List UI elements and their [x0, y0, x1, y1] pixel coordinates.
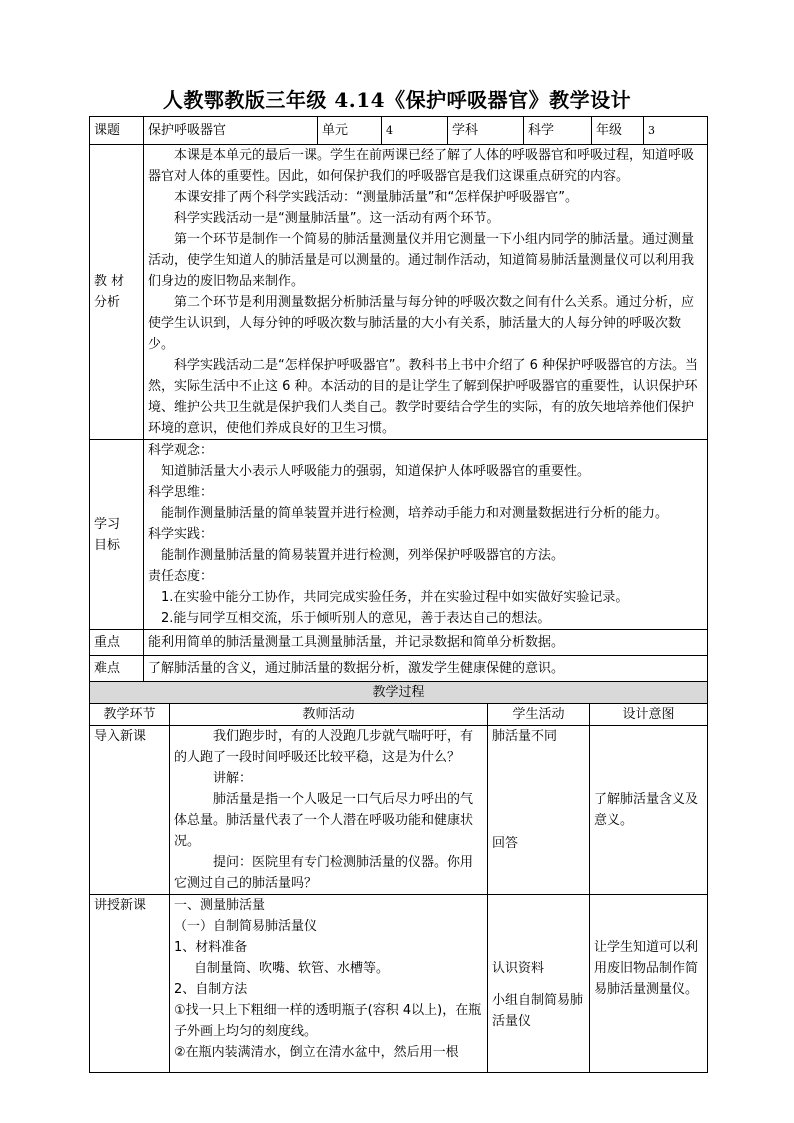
- new-student: 认识资料 小组自制简易肺活量仪: [488, 895, 590, 1073]
- difficulty-text: 了解肺活量的含义，通过肺活量的数据分析，激发学生健康保健的意识。: [144, 656, 708, 682]
- material-paragraph: 本课安排了两个科学实践活动：“测量肺活量”和“怎样保护呼吸器官”。: [174, 190, 578, 205]
- process-columns-row: [90, 704, 708, 726]
- new-stage: 讲授新课: [90, 895, 170, 1073]
- material-label: 教 材 分析: [90, 145, 144, 440]
- subject-value: 科学: [524, 117, 592, 145]
- thinking-heading: 科学思维：: [148, 485, 214, 500]
- goals-content: [144, 440, 708, 630]
- material-content: [144, 145, 708, 440]
- col-teacher: 教师活动: [170, 704, 488, 726]
- material-paragraph: 科学实践活动一是“测量肺活量”。这一活动有两个环节。: [174, 211, 500, 226]
- material-paragraph: 本课是本单元的最后一课。学生在前两课已经了解了人体的呼吸器官和呼吸过程，知道呼吸器官对人体的重要性。因此，如何保护我们的呼吸器官是我们这课重点研究的内容。: [148, 148, 695, 184]
- practice-heading: 科学实践：: [148, 527, 214, 542]
- unit-value: 4: [382, 117, 448, 145]
- material-paragraph: 第一个环节是制作一个简易的肺活量测量仪并用它测量一下小组内同学的肺活量。通过测量活动，使学生知道人的肺活量是可以测量的。通过制作活动，知道简易肺活量测量仪可以利用我们身边的废旧物品来制作。: [148, 232, 695, 289]
- intro-row: [90, 726, 708, 895]
- subject-label: 学科: [448, 117, 524, 145]
- grade-label: 年级: [592, 117, 644, 145]
- thinking-text: 能制作测量肺活量的简单装置并进行检测，培养动手能力和对测量数据进行分析的能力。: [161, 506, 669, 521]
- attitude-item: 1.在实验中能分工协作，共同完成实验任务，并在实验过程中如实做好实验记录。: [161, 590, 629, 605]
- col-intent: 设计意图: [590, 704, 708, 726]
- attitude-heading: 责任态度：: [148, 569, 214, 584]
- attitude-item: 2.能与同学互相交流，乐于倾听别人的意见，善于表达自己的想法。: [161, 611, 551, 626]
- key-row: [90, 630, 708, 656]
- material-paragraph: 科学实践活动二是“怎样保护呼吸器官”。教科书上书中介绍了 6 种保护呼吸器官的方法。当然，实际生活中不止这 6 种。本活动的目的是让学生了解到保护呼吸器官的重要性，认识保护环境、维护公共卫生就是保护我们人类自己。教学时要结合学生的实际，有的放矢地培养他们保护环境的意识，使他们养成良好的卫生习惯。: [148, 358, 699, 436]
- grade-value: 3: [644, 117, 708, 145]
- goals-label: 学习 目标: [90, 440, 144, 630]
- info-table: [89, 116, 708, 682]
- difficulty-row: [90, 656, 708, 682]
- concept-heading: 科学观念：: [148, 443, 214, 458]
- practice-text: 能制作测量肺活量的简易装置并进行检测，列举保护呼吸器官的方法。: [161, 548, 565, 563]
- intro-teacher: 我们跑步时，有的人没跑几步就气喘吁吁，有的人跑了一段时间呼吸还比较平稳，这是为什么？ 讲解： 肺活量是指一个人吸足一口气后尽力呼出的气体总量。肺活量代表了一个人潜在呼吸功能和健康状况。 提问：医院里有专门检测肺活量的仪器。你用它测过自己的肺活量吗？: [170, 726, 488, 895]
- intro-intent: 了解肺活量含义及意义。: [590, 726, 708, 895]
- topic-label: 课题: [90, 117, 144, 145]
- col-stage: 教学环节: [90, 704, 170, 726]
- info-row: [90, 117, 708, 145]
- col-student: 学生活动: [488, 704, 590, 726]
- goals-row: [90, 440, 708, 630]
- new-lesson-row: [90, 895, 708, 1073]
- page-title: 人教鄂教版三年级 4.14《保护呼吸器官》教学设计: [162, 88, 632, 112]
- key-label: 重点: [90, 630, 144, 656]
- intro-student: 肺活量不同 回答: [488, 726, 590, 895]
- new-intent: 让学生知道可以利用废旧物品制作简易肺活量测量仪。: [590, 895, 708, 1073]
- difficulty-label: 难点: [90, 656, 144, 682]
- process-header-row: [90, 682, 708, 704]
- process-header: 教学过程: [90, 682, 708, 704]
- concept-text: 知道肺活量大小表示人呼吸能力的强弱，知道保护人体呼吸器官的重要性。: [161, 464, 591, 479]
- new-teacher: 一、测量肺活量 （一）自制简易肺活量仪 1、材料准备 自制量筒、吹嘴、软管、水槽等。 2、自制方法 ①找一只上下粗细一样的透明瓶子(容积 4以上)，在瓶子外画上均匀的刻度线。 ②在瓶内装满清水，倒立在清水盆中，然后用一根: [170, 895, 488, 1073]
- unit-label: 单元: [318, 117, 382, 145]
- topic-value: 保护呼吸器官: [144, 117, 318, 145]
- intro-stage: 导入新课: [90, 726, 170, 895]
- process-table: [89, 681, 708, 1073]
- material-paragraph: 第二个环节是利用测量数据分析肺活量与每分钟的呼吸次数之间有什么关系。通过分析，应使学生认识到，人每分钟的呼吸次数与肺活量的大小有关系，肺活量大的人每分钟的呼吸次数少。: [148, 295, 695, 352]
- material-row: [90, 145, 708, 440]
- key-text: 能利用简单的肺活量测量工具测量肺活量，并记录数据和简单分析数据。: [144, 630, 708, 656]
